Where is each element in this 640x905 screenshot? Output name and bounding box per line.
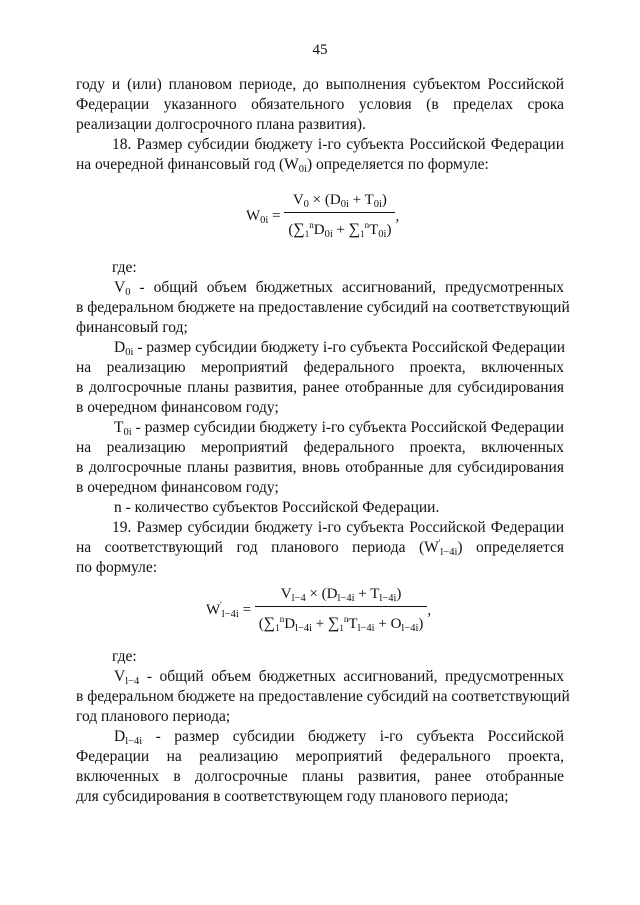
text-line: $D_{l-4i}$ - размер субсидии бюджету i-го субъекта Российской: [114, 728, 564, 747]
text-line: в очередном финансовом году;: [76, 399, 279, 416]
text-line: в долгосрочные планы развития, ранее отобранные для субсидирования: [76, 379, 564, 396]
text-line: в федеральном бюджете на предоставление субсидий на соответствующий: [76, 299, 570, 316]
formula-w0i: $W_{0i}$ = $\frac{V_0 \times (D_{0i} + T_{0i})}{(\sum_1^nD_{0i} + \sum_1^nT_{0i})}$ ,: [246, 192, 400, 240]
text-line: Федерации указанного обязательного условия (в пределах срока: [76, 96, 564, 113]
text-line: реализации долгосрочного плана развития).: [76, 116, 366, 133]
text-line: Федерации на реализацию мероприятий федерального проекта,: [76, 748, 564, 765]
text-line: в очередном финансовом году;: [76, 479, 279, 496]
text-line: в долгосрочные планы развития, вновь отобранные для субсидирования: [76, 459, 564, 476]
text-line: $D_{0i}$ - размер субсидии бюджету i-го субъекта Российской Федерации: [114, 339, 566, 358]
where-label: где:: [112, 648, 137, 665]
formula-w14i: $W'_{l-4i}$ = $\frac{V_{l-4} \times (D_{l-4i} + T_{l-4i})}{(\sum_1^nD_{l-4i} + \sum_1^nT_{l-4i} + O_{l-4i})}$ ,: [206, 586, 432, 634]
text-line: в федеральном бюджете на предоставление субсидий на соответствующий: [76, 688, 570, 705]
text-line: $V_0$ - общий объем бюджетных ассигнований, предусмотренных: [114, 279, 564, 298]
text-line: год планового периода;: [76, 708, 231, 725]
text-block-1: [76, 75, 564, 175]
text-line: на реализацию мероприятий федерального проекта, включенных: [76, 439, 564, 456]
text-block-2: [76, 258, 570, 578]
text-line: n - количество субъектов Российской Федерации.: [114, 499, 440, 516]
text-line: на соответствующий год планового периода $(W'_{l-4i})$ определяется: [76, 538, 564, 558]
text-line: финансовый год;: [76, 319, 188, 336]
text-line: на реализацию мероприятий федерального проекта, включенных: [76, 359, 564, 376]
text-line: $V_{l-4}$ - общий объем бюджетных ассигнований, предусмотренных: [114, 668, 564, 687]
text-line: на очередной финансовый год $(W_{0i})$ определяется по формуле:: [76, 156, 489, 175]
text-line: $T_{0i}$ - размер субсидии бюджету i-го субъекта Российской Федерации: [114, 419, 564, 438]
text-line: году и (или) плановом периоде, до выполнения субъектом Российской: [76, 76, 564, 93]
text-line: включенных в долгосрочные планы развития, ранее отобранные: [76, 768, 564, 785]
text-line: 19. Размер субсидии бюджету i-го субъекта Российской Федерации: [112, 519, 564, 536]
text-block-3: [76, 647, 570, 807]
text-line: для субсидирования в соответствующем году планового периода;: [76, 788, 509, 805]
text-line: 18. Размер субсидии бюджету i-го субъекта Российской Федерации: [112, 136, 564, 153]
text-line: по формуле:: [76, 559, 158, 576]
where-label: где:: [112, 259, 137, 276]
page-number: 45: [312, 42, 328, 58]
